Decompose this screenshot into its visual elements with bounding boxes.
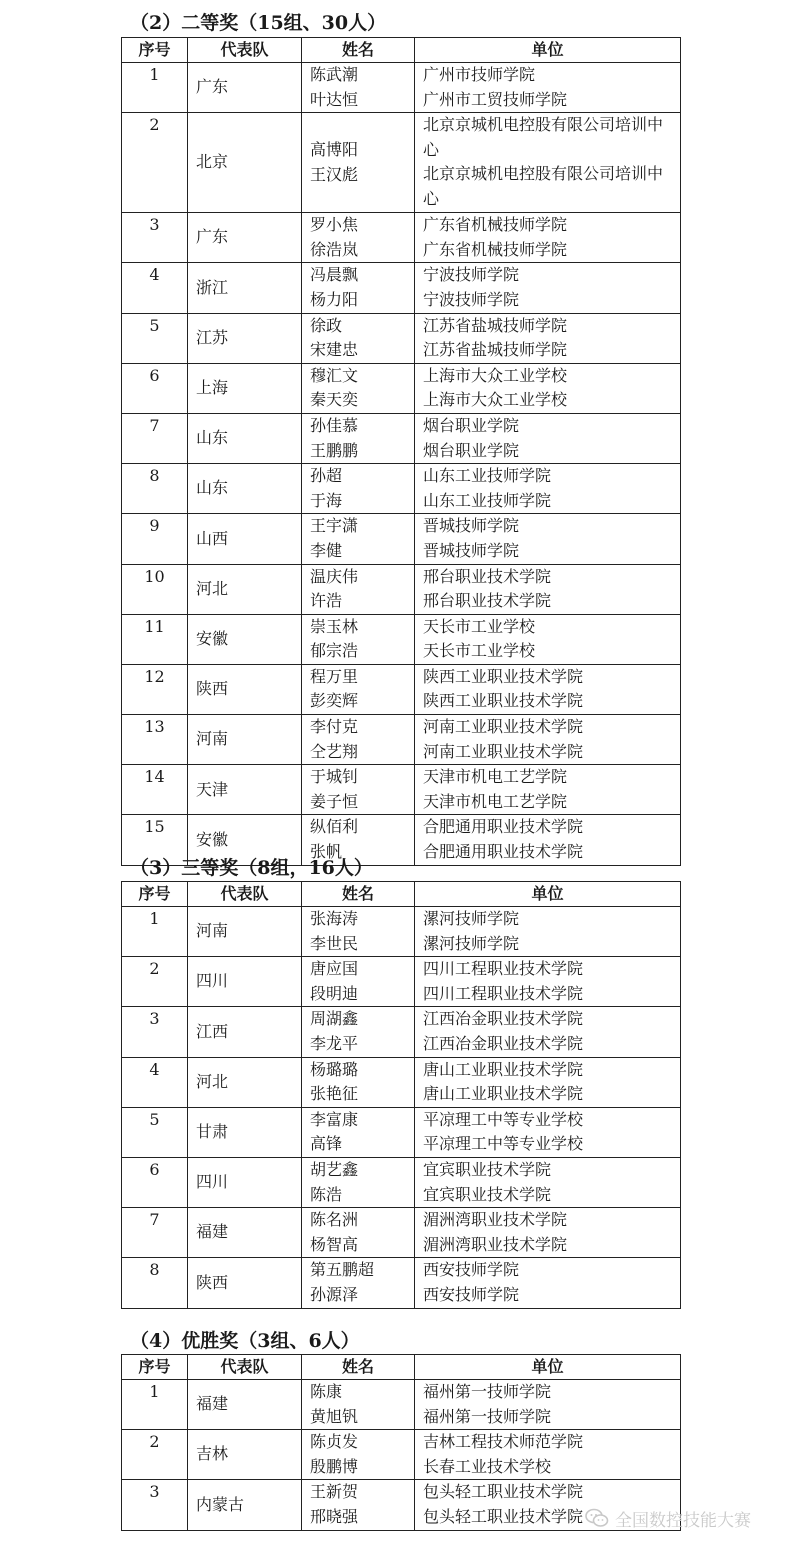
member-unit: 邢台职业技术学院 [423,566,552,586]
member-names [302,1057,415,1107]
member-name: 徐政 [310,315,343,335]
row-number: 3 [122,1007,188,1057]
column-header: 序号 [122,1355,188,1380]
member-unit: 晋城技师学院 [423,516,520,536]
member-name: 李富康 [310,1109,359,1129]
row-number: 7 [122,1208,188,1258]
row-number: 11 [122,614,188,664]
member-unit: 上海市大众工业学校 [423,365,568,385]
member-name: 李龙平 [310,1033,359,1053]
table-row [122,664,681,714]
member-name: 王鹏鹏 [310,440,359,460]
member-name: 胡艺鑫 [310,1159,359,1179]
member-name: 穆汇文 [310,365,359,385]
member-units [415,63,681,113]
member-unit: 山东工业技师学院 [423,466,552,486]
table-second-prize [121,37,681,866]
member-unit: 江苏省盐城技师学院 [423,340,568,360]
row-number: 3 [122,213,188,263]
member-names [302,1157,415,1207]
member-name: 高博阳 [310,140,359,160]
member-name: 宋建忠 [310,340,359,360]
row-number: 6 [122,363,188,413]
member-unit: 漯河技师学院 [423,909,520,928]
team-name: 河北 [188,564,302,614]
member-unit: 长春工业技术学校 [423,1456,552,1476]
team-name: 福建 [188,1208,302,1258]
member-names [302,1430,415,1480]
member-units [415,765,681,815]
member-units [415,715,681,765]
member-units [415,514,681,564]
team-name: 陕西 [188,664,302,714]
table-row [122,907,681,957]
member-unit: 广州市技师学院 [423,65,536,84]
section-title-third-prize: （3）三等奖（8组，16人） [130,857,373,879]
wechat-icon [585,1508,609,1528]
member-name: 邢晓强 [310,1506,359,1526]
row-number: 5 [122,1107,188,1157]
member-units [415,1380,681,1430]
member-units [415,564,681,614]
row-number: 3 [122,1480,188,1530]
table-row [122,1208,681,1258]
member-units [415,413,681,463]
member-unit: 四川工程职业技术学院 [423,959,584,979]
member-name: 陈浩 [310,1184,343,1204]
column-header: 代表队 [188,38,302,63]
row-number: 6 [122,1157,188,1207]
member-names [302,1480,415,1530]
member-name: 段明迪 [310,983,359,1003]
member-name: 陈康 [310,1382,343,1401]
member-name: 孙超 [310,466,343,486]
member-names [302,413,415,463]
member-unit: 天津市机电工艺学院 [423,767,568,787]
column-header: 单位 [415,1355,681,1380]
team-name: 江西 [188,1007,302,1057]
member-names [302,957,415,1007]
member-name: 于城钊 [310,767,359,787]
table-row [122,63,681,113]
row-number: 7 [122,413,188,463]
member-name: 殷鹏博 [310,1456,359,1476]
column-header: 序号 [122,882,188,907]
member-units [415,614,681,664]
table-row [122,1430,681,1480]
table-row [122,363,681,413]
member-unit: 江苏省盐城技师学院 [423,315,568,335]
team-name: 天津 [188,765,302,815]
member-name: 孙佳慕 [310,415,359,435]
member-units [415,213,681,263]
member-units [415,957,681,1007]
column-header: 代表队 [188,882,302,907]
row-number: 10 [122,564,188,614]
member-unit: 唐山工业职业技术学院 [423,1059,584,1079]
table-row [122,1057,681,1107]
member-name: 徐浩岚 [310,239,359,259]
row-number: 14 [122,765,188,815]
member-name: 郁宗浩 [310,641,359,661]
team-name: 安徽 [188,614,302,664]
table-row [122,715,681,765]
member-name: 于海 [310,490,343,510]
member-name: 杨力阳 [310,289,359,309]
member-name: 程万里 [310,666,359,686]
table-row [122,1157,681,1207]
member-unit: 合肥通用职业技术学院 [423,817,584,837]
member-name: 温庆伟 [310,566,359,586]
table-row [122,1380,681,1430]
team-name: 福建 [188,1380,302,1430]
member-name: 高锋 [310,1134,343,1154]
member-names [302,1107,415,1157]
member-name: 张帆 [310,842,343,862]
member-name: 唐应国 [310,959,359,979]
table-row [122,1107,681,1157]
member-names [302,564,415,614]
section-title-second-prize: （2）二等奖（15组、30人） [130,12,387,34]
row-number: 5 [122,313,188,363]
member-units [415,113,681,213]
member-unit: 包头轻工职业技术学院 [423,1506,584,1526]
member-unit: 合肥通用职业技术学院 [423,842,584,862]
row-number: 1 [122,1380,188,1430]
member-names [302,1208,415,1258]
member-names [302,1007,415,1057]
member-unit: 平凉理工中等专业学校 [423,1109,584,1129]
member-unit: 江西冶金职业技术学院 [423,1033,584,1053]
row-number: 12 [122,664,188,714]
member-units [415,1430,681,1480]
team-name: 北京 [188,113,302,213]
row-number: 15 [122,815,188,865]
member-units [415,464,681,514]
team-name: 内蒙古 [188,1480,302,1530]
member-name: 张海涛 [310,909,359,928]
watermark-text: 全国数控技能大赛 [615,1510,751,1531]
member-units [415,664,681,714]
member-unit: 河南工业职业技术学院 [423,717,584,737]
table-third-prize [121,881,681,1309]
member-units [415,1258,681,1308]
member-units [415,263,681,313]
row-number: 13 [122,715,188,765]
member-unit: 天津市机电工艺学院 [423,791,568,811]
member-name: 张艳征 [310,1084,359,1104]
row-number: 2 [122,113,188,213]
table-row [122,263,681,313]
member-units [415,363,681,413]
member-names [302,614,415,664]
member-units [415,815,681,865]
row-number: 2 [122,957,188,1007]
member-units [415,1057,681,1107]
table-row [122,614,681,664]
member-name: 纵佰利 [310,817,359,837]
row-number: 4 [122,1057,188,1107]
member-unit: 湄洲湾职业技术学院 [423,1210,568,1230]
column-header: 姓名 [302,1355,415,1380]
member-unit: 平凉理工中等专业学校 [423,1134,584,1154]
member-unit: 晋城技师学院 [423,540,520,560]
member-name: 仝艺翔 [310,741,359,761]
table-row [122,113,681,213]
watermark [585,1504,785,1532]
member-unit: 北京京城机电控股有限公司培训中心 [423,164,664,208]
member-name: 王宇潇 [310,516,359,536]
member-unit: 河南工业职业技术学院 [423,741,584,761]
member-name: 罗小焦 [310,215,359,235]
member-names [302,514,415,564]
member-unit: 江西冶金职业技术学院 [423,1009,584,1029]
team-name: 安徽 [188,815,302,865]
member-units [415,907,681,957]
section-title-honorable-mention: （4）优胜奖（3组、6人） [130,1330,360,1352]
row-number: 1 [122,907,188,957]
member-unit: 广东省机械技师学院 [423,239,568,259]
team-name: 广东 [188,213,302,263]
member-unit: 陕西工业职业技术学院 [423,691,584,711]
team-name: 吉林 [188,1430,302,1480]
member-unit: 西安技师学院 [423,1284,520,1304]
member-name: 李付克 [310,717,359,737]
column-header: 序号 [122,38,188,63]
member-unit: 宁波技师学院 [423,265,520,285]
member-name: 周湖鑫 [310,1009,359,1029]
row-number: 8 [122,464,188,514]
member-unit: 湄洲湾职业技术学院 [423,1234,568,1254]
member-name: 杨璐璐 [310,1059,359,1079]
member-name: 王新贺 [310,1482,359,1502]
member-unit: 邢台职业技术学院 [423,591,552,611]
column-header: 代表队 [188,1355,302,1380]
member-unit: 宜宾职业技术学院 [423,1159,552,1179]
member-name: 彭奕辉 [310,691,359,711]
member-name: 秦天奕 [310,390,359,410]
team-name: 江苏 [188,313,302,363]
member-unit: 天长市工业学校 [423,616,536,636]
column-header: 姓名 [302,38,415,63]
member-unit: 包头轻工职业技术学院 [423,1482,584,1502]
member-names [302,313,415,363]
member-unit: 宁波技师学院 [423,289,520,309]
team-name: 河南 [188,907,302,957]
team-name: 河北 [188,1057,302,1107]
member-unit: 烟台职业学院 [423,415,520,435]
team-name: 河南 [188,715,302,765]
row-number: 9 [122,514,188,564]
member-units [415,313,681,363]
row-number: 4 [122,263,188,313]
member-names [302,464,415,514]
team-name: 山西 [188,514,302,564]
table-row [122,413,681,463]
member-unit: 陕西工业职业技术学院 [423,666,584,686]
table-row [122,564,681,614]
member-unit: 吉林工程技术师范学院 [423,1432,584,1452]
member-name: 王汉彪 [310,164,359,184]
member-units [415,1007,681,1057]
member-names [302,263,415,313]
row-number: 8 [122,1258,188,1308]
member-name: 陈武潮 [310,65,359,84]
column-header: 单位 [415,38,681,63]
member-name: 崇玉林 [310,616,359,636]
member-name: 杨智高 [310,1234,359,1254]
member-units [415,1157,681,1207]
team-name: 山东 [188,413,302,463]
column-header: 单位 [415,882,681,907]
member-unit: 烟台职业学院 [423,440,520,460]
team-name: 甘肃 [188,1107,302,1157]
member-name: 许浩 [310,591,343,611]
row-number: 1 [122,63,188,113]
team-name: 上海 [188,363,302,413]
member-name: 陈名洲 [310,1210,359,1230]
member-names [302,363,415,413]
member-name: 第五鹏超 [310,1260,375,1280]
member-name: 姜子恒 [310,791,359,811]
member-unit: 西安技师学院 [423,1260,520,1280]
member-name: 冯晨飘 [310,265,359,285]
table-row [122,213,681,263]
table-row [122,464,681,514]
table-row [122,514,681,564]
table-header-row [122,882,681,907]
member-unit: 漯河技师学院 [423,933,520,953]
member-name: 陈贞发 [310,1432,359,1452]
member-names [302,1380,415,1430]
member-unit: 福州第一技师学院 [423,1406,552,1426]
table-row [122,765,681,815]
member-unit: 宜宾职业技术学院 [423,1184,552,1204]
team-name: 浙江 [188,263,302,313]
member-unit: 广州市工贸技师学院 [423,89,568,109]
row-number: 2 [122,1430,188,1480]
member-name: 叶达恒 [310,89,359,109]
team-name: 山东 [188,464,302,514]
member-units [415,1107,681,1157]
member-unit: 唐山工业职业技术学院 [423,1084,584,1104]
member-names [302,715,415,765]
member-names [302,213,415,263]
member-name: 李世民 [310,933,359,953]
member-names [302,664,415,714]
member-names [302,113,415,213]
table-row [122,1258,681,1308]
member-name: 黄旭钒 [310,1406,359,1426]
member-name: 孙源泽 [310,1284,359,1304]
member-unit: 北京京城机电控股有限公司培训中心 [423,115,664,159]
table-header-row [122,38,681,63]
member-unit: 山东工业技师学院 [423,490,552,510]
member-name: 李健 [310,540,343,560]
table-row [122,1007,681,1057]
team-name: 广东 [188,63,302,113]
team-name: 四川 [188,1157,302,1207]
member-unit: 上海市大众工业学校 [423,390,568,410]
member-units [415,1208,681,1258]
member-unit: 天长市工业学校 [423,641,536,661]
member-unit: 四川工程职业技术学院 [423,983,584,1003]
column-header: 姓名 [302,882,415,907]
table-row [122,957,681,1007]
member-unit: 福州第一技师学院 [423,1382,552,1401]
member-names [302,907,415,957]
table-row [122,313,681,363]
member-names [302,1258,415,1308]
team-name: 四川 [188,957,302,1007]
member-names [302,63,415,113]
team-name: 陕西 [188,1258,302,1308]
table-header-row [122,1355,681,1380]
member-unit: 广东省机械技师学院 [423,215,568,235]
member-names [302,765,415,815]
